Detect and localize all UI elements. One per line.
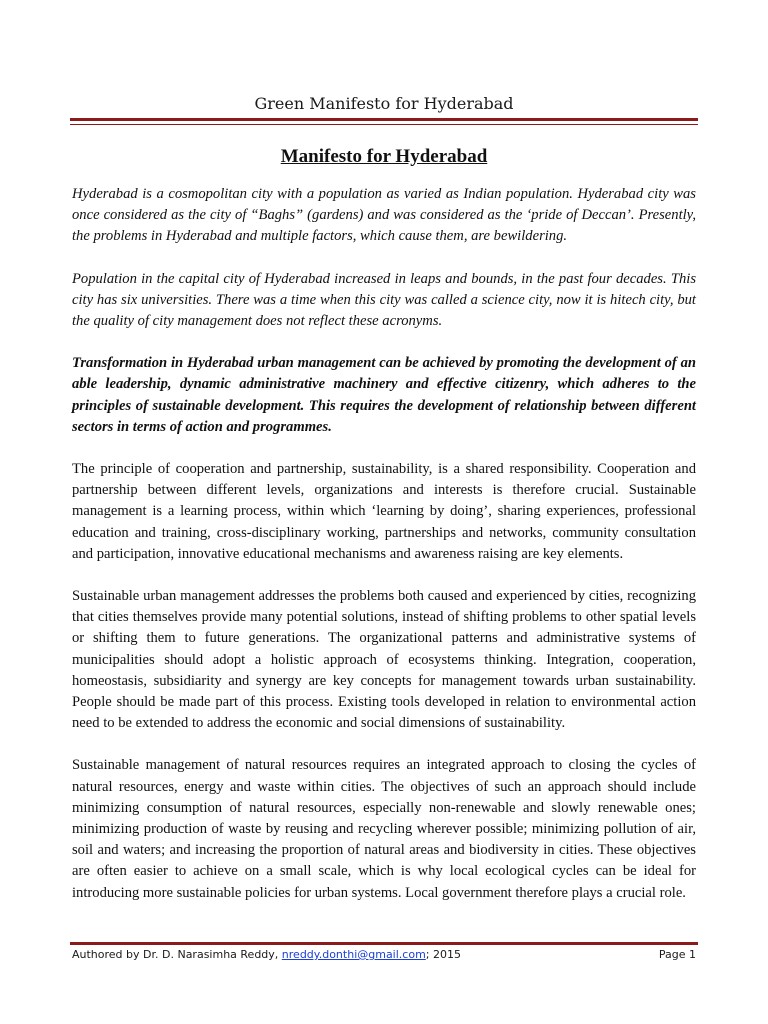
author-email-link[interactable]: nreddy.donthi@gmail.com <box>281 948 426 961</box>
header-rule-thin <box>70 124 698 125</box>
footer-rule <box>70 942 698 945</box>
header-rule <box>70 118 698 121</box>
paragraph-transformation: Transformation in Hyderabad urban management can be achieved by promoting the development of an able leadership, dynamic administrative machinery and effective citizenry, which adheres to the principles of sustainable development. This requires the development of relationship between different sectors in terms of action and programmes. <box>72 355 696 435</box>
document-body <box>72 184 696 925</box>
footer-author-prefix: Authored by Dr. D. Narasimha Reddy, <box>72 948 282 961</box>
paragraph-intro: Hyderabad is a cosmopolitan city with a population as varied as Indian population. Hyderabad city was once considered as the city of “Baghs” (gardens) and was considered as the ‘pride of Deccan’. Presently, the problems in Hyderabad and multiple factors, which cause them, are bewildering. <box>72 186 696 245</box>
document-title: Manifesto for Hyderabad <box>280 146 488 167</box>
paragraph-natural-resources: Sustainable management of natural resources requires an integrated approach to closing the cycles of natural resources, energy and waste within cities. The objectives of such an approach should include minimizing consumption of natural resources, especially non-renewable and slowly renewable ones; minimizing production of waste by reusing and recycling wherever possible; minimizing pollution of air, soil and waters; and increasing the proportion of natural areas and biodiversity in cities. These objectives are often easier to achieve on a small scale, which is why local ecological cycles can be ideal for introducing more sustainable policies for urban systems. Local government therefore plays a crucial role. <box>72 757 696 901</box>
footer-author-suffix: ; 2015 <box>425 948 461 961</box>
paragraph-urban-management: Sustainable urban management addresses the problems both caused and experienced by cities, recognizing that cities themselves provide many potential solutions, instead of shifting problems to other spatial levels or shifting them to future generations. The organizational patterns and administrative systems of municipalities should adopt a holistic approach of ecosystems thinking. Integration, cooperation, homeostasis, subsidiarity and synergy are key concepts for management towards urban sustainability. People should be made part of this process. Existing tools developed in relation to environmental action need to be extended to address the economic and social dimensions of sustainability. <box>72 588 696 732</box>
footer-author <box>72 948 461 961</box>
paragraph-cooperation: The principle of cooperation and partnership, sustainability, is a shared responsibility. Cooperation and partnership between different levels, organizations and interests is therefore crucial. Sustainable management is a learning process, within which ‘learning by doing’, sharing experiences, professional education and training, cross-disciplinary working, partnerships and networks, community consultation and participation, innovative educational mechanisms and awareness raising are key elements. <box>72 461 696 562</box>
paragraph-population: Population in the capital city of Hyderabad increased in leaps and bounds, in the past four decades. This city has six universities. There was a time when this city was called a science city, now it is hitech city, but the quality of city management does not reflect these acronyms. <box>72 270 696 330</box>
page-number: Page 1 <box>658 948 696 961</box>
running-header-title: Green Manifesto for Hyderabad <box>254 94 514 113</box>
